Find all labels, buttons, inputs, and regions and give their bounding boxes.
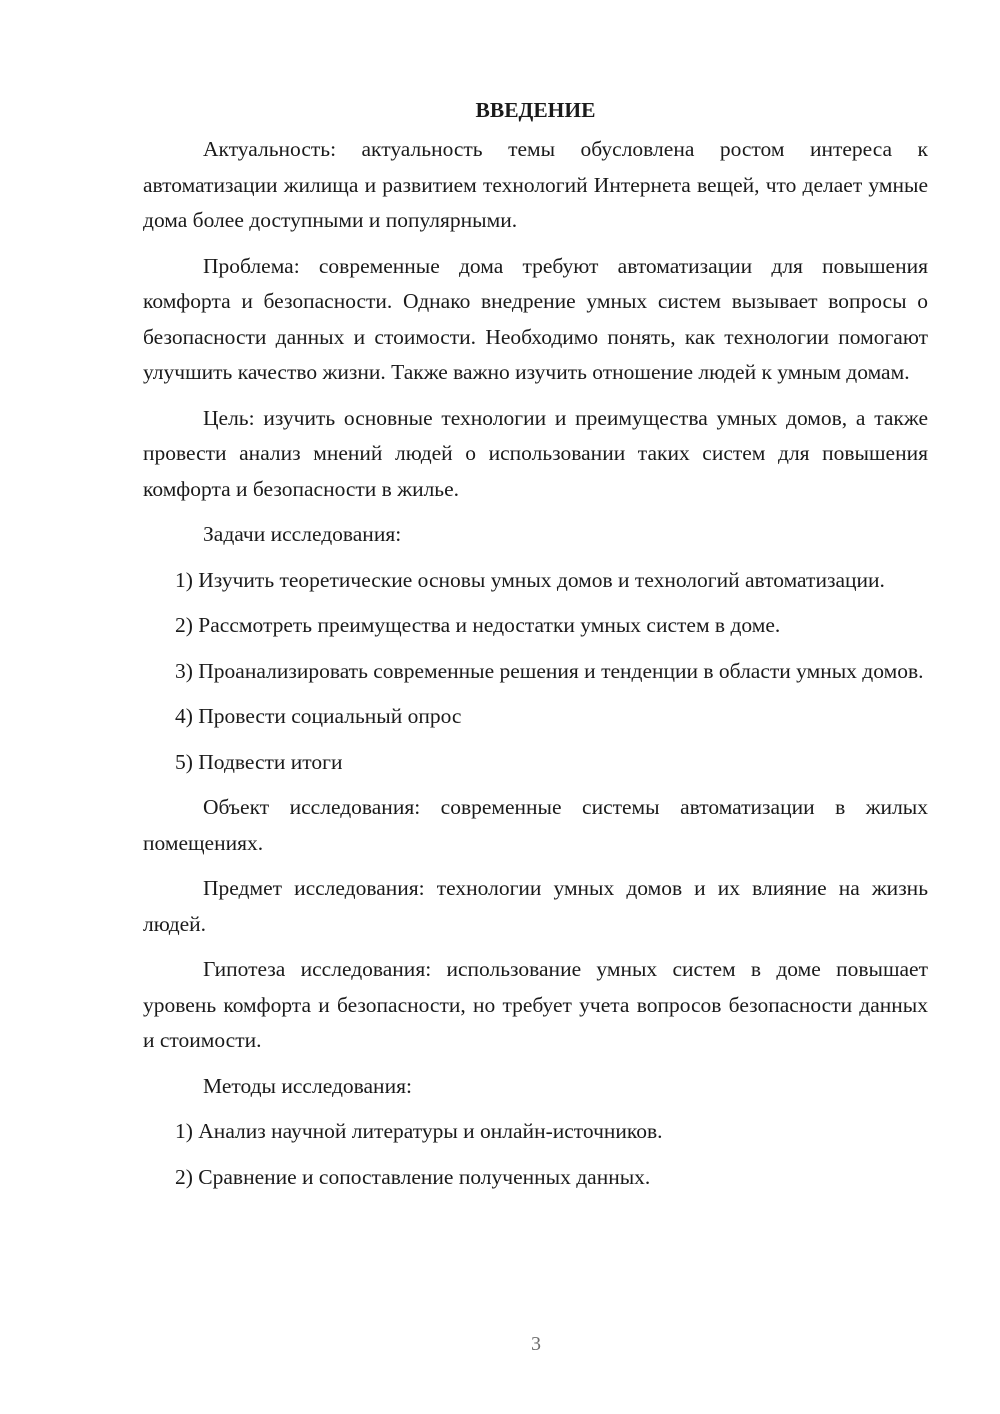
paragraph-object: Объект исследования: современные системы автоматизации в жилых помещениях. [143,795,928,855]
paragraph-goal: Цель: изучить основные технологии и преимущества умных домов, а также провести анализ мнений людей о использовании таких систем для повышения комфорта и безопасности в жилье. [143,405,928,501]
paragraph-methods-heading: Методы исследования: [203,1073,412,1098]
section-heading: ВВЕДЕНИЕ [475,98,596,122]
list-item-method-2: 2) Сравнение и сопоставление полученных данных. [175,1164,651,1189]
list-item-task-4: 4) Провести социальный опрос [175,704,462,728]
page-number: 3 [531,1333,541,1355]
list-item-task-3: 3) Проанализировать современные решения и тенденции в области умных домов. [175,658,924,683]
paragraph-relevance: Актуальность: актуальность темы обусловлена ростом интереса к автоматизации жилища и развитием технологий Интернета вещей, что делает умные дома более доступными и популярными. [143,137,928,232]
document-page [143,92,928,1205]
list-item-task-5: 5) Подвести итоги [175,749,343,774]
list-item-task-1: 1) Изучить теоретические основы умных домов и технологий автоматизации. [175,567,885,592]
paragraph-hypothesis: Гипотеза исследования: использование умных систем в доме повышает уровень комфорта и безопасности, но требует учета вопросов безопасности данных и стоимости. [143,957,928,1052]
paragraph-tasks-heading: Задачи исследования: [203,522,402,546]
list-item-task-2: 2) Рассмотреть преимущества и недостатки умных систем в доме. [175,613,781,637]
paragraph-problem: Проблема: современные дома требуют автоматизации для повышения комфорта и безопасности. Однако внедрение умных систем вызывает вопросы о безопасности данных и стоимости. Необходимо понять, как технологии помогают улучшить качество жизни. Также важно изучить отношение людей к умным домам. [143,253,928,384]
list-item-method-1: 1) Анализ научной литературы и онлайн-источников. [175,1119,663,1143]
paragraph-subject: Предмет исследования: технологии умных домов и их влияние на жизнь людей. [143,876,928,936]
